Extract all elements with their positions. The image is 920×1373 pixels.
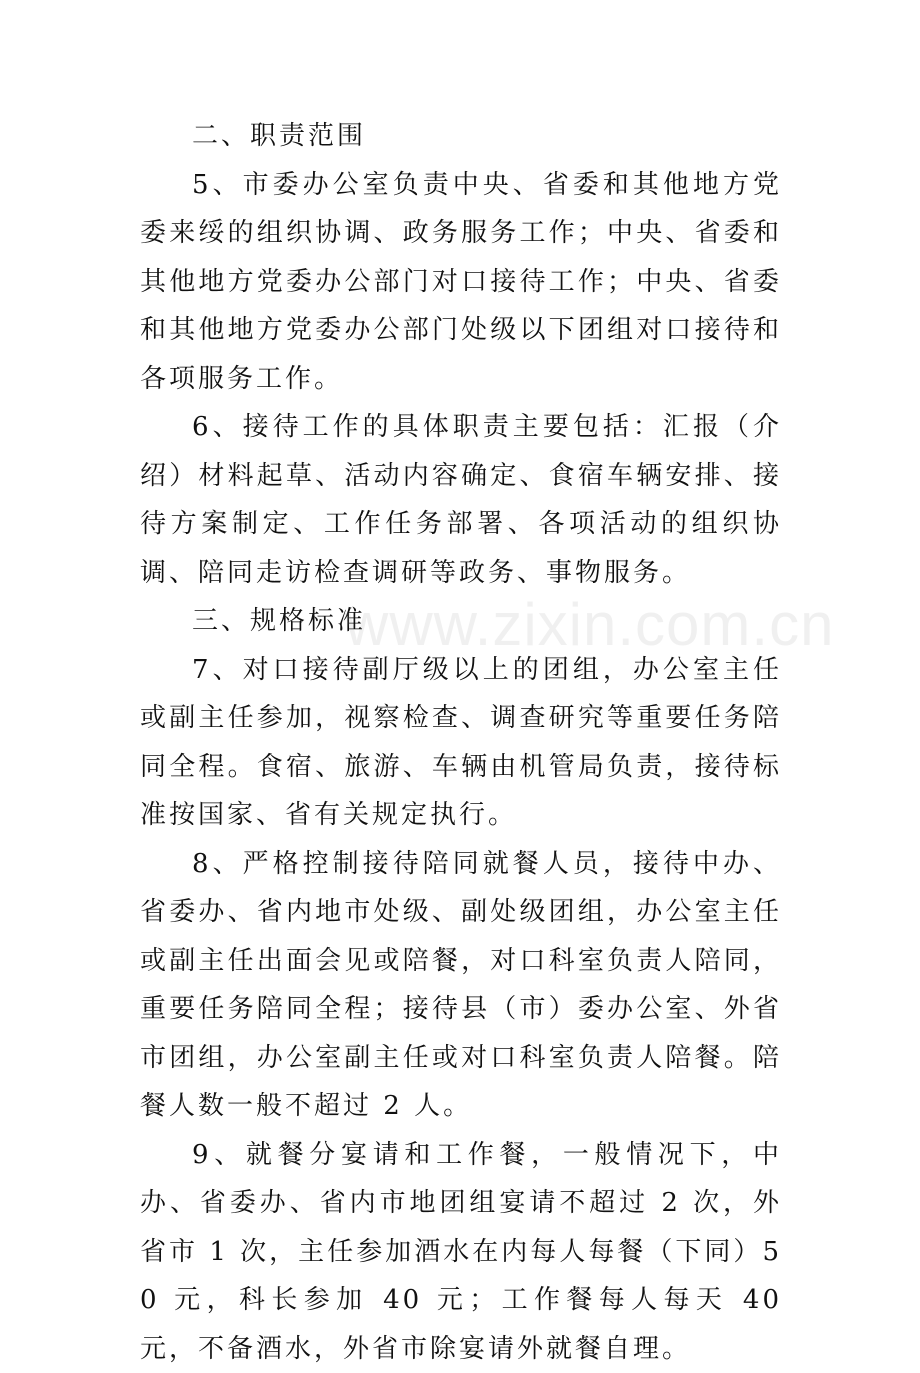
document-body <box>140 112 782 1373</box>
watermark: www.zixin.com.cn <box>345 590 834 659</box>
paragraph-5: 5、市委办公室负责中央、省委和其他地方党委来绥的组织协调、政务服务工作；中央、省委和其他地方党委办公部门对口接待工作；中央、省委和其他地方党委办公部门处级以下团组对口接待和各项服务工作。 <box>140 161 782 404</box>
paragraph-7: 7、对口接待副厅级以上的团组，办公室主任或副主任参加，视察检查、调查研究等重要任务陪同全程。食宿、旅游、车辆由机管局负责，接待标准按国家、省有关规定执行。 <box>140 646 782 840</box>
paragraph-8: 8、严格控制接待陪同就餐人员，接待中办、省委办、省内地市处级、副处级团组，办公室主任或副主任出面会见或陪餐，对口科室负责人陪同，重要任务陪同全程；接待县（市）委办公室、外省市团组，办公室副主任或对口科室负责人陪餐。陪餐人数一般不超过 2 人。 <box>140 840 782 1131</box>
paragraph-9: 9、就餐分宴请和工作餐，一般情况下，中办、省委办、省内市地团组宴请不超过 2 次，外省市 1 次，主任参加酒水在内每人每餐（下同）50 元，科长参加 40 元；工作餐每人每天 40 元，不备酒水，外省市除宴请外就餐自理。 <box>140 1131 782 1373</box>
paragraph-6: 6、接待工作的具体职责主要包括：汇报（介绍）材料起草、活动内容确定、食宿车辆安排、接待方案制定、工作任务部署、各项活动的组织协调、陪同走访检查调研等政务、事物服务。 <box>140 403 782 597</box>
section-heading-standards: 三、规格标准 <box>140 597 782 646</box>
section-heading-responsibilities: 二、职责范围 <box>140 112 782 161</box>
